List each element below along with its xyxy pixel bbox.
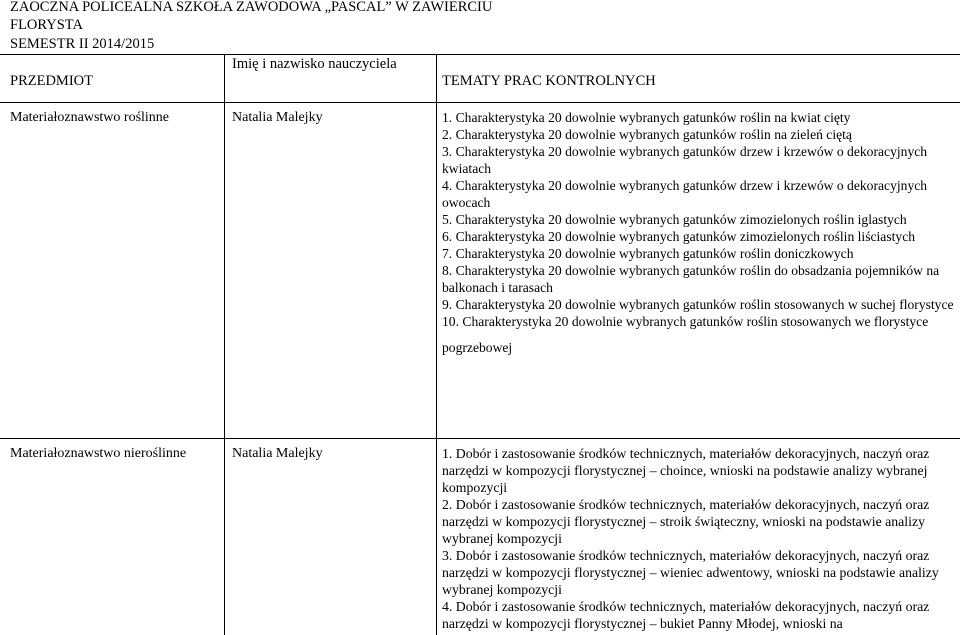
row-2-teacher: Natalia Malejky: [232, 446, 323, 461]
col-header-topics: TEMATY PRAC KONTROLNYCH: [442, 73, 656, 89]
topic-item: 4. Dobór i zastosowanie środków technicznych, materiałów dekoracyjnych, naczyń oraz narzędzi w kompozycji florystycznej – bukiet Panny Młodej, wnioski na: [442, 599, 930, 631]
row-2-subject: Materiałoznawstwo nieroślinne: [10, 446, 187, 461]
topic-item: 3. Dobór i zastosowanie środków technicznych, materiałów dekoracyjnych, naczyń oraz narzędzi w kompozycji florystycznej – wieniec adwentowy, wnioski na podstawie analizy wybranej kompozycji: [442, 548, 939, 597]
semester-label: SEMESTR II 2014/2015: [10, 36, 155, 52]
topic-item: 5. Charakterystyka 20 dowolnie wybranych gatunków zimozielonych roślin iglastych: [442, 212, 907, 227]
col-header-teacher: Imię i nazwisko nauczyciela: [232, 56, 397, 72]
row-1-teacher: Natalia Malejky: [232, 110, 323, 125]
topic-item: 4. Charakterystyka 20 dowolnie wybranych gatunków drzew i krzewów o dekoracyjnych owocach: [442, 178, 928, 210]
table-top-border: [0, 54, 960, 55]
field-name: FLORYSTA: [10, 17, 83, 33]
topic-item: 3. Charakterystyka 20 dowolnie wybranych gatunków drzew i krzewów o dekoracyjnych kwiatach: [442, 144, 928, 176]
col-header-subject: PRZEDMIOT: [10, 73, 93, 89]
topic-item: 9. Charakterystyka 20 dowolnie wybranych gatunków roślin stosowanych w suchej florystyce: [442, 297, 954, 312]
column-divider-1: [224, 54, 225, 635]
row-1-subject: Materiałoznawstwo roślinne: [10, 110, 170, 125]
header-row-divider: [0, 102, 960, 103]
topic-item: 2. Charakterystyka 20 dowolnie wybranych gatunków roślin na zieleń ciętą: [442, 127, 852, 142]
topic-item: 1. Dobór i zastosowanie środków technicznych, materiałów dekoracyjnych, naczyń oraz narzędzi w kompozycji florystycznej – choince, wnioski na podstawie analizy wybranej kompozycji: [442, 446, 930, 495]
row-divider: [0, 438, 960, 439]
school-name: ZAOCZNA POLICEALNA SZKOŁA ZAWODOWA „PASCAL” W ZAWIERCIU: [10, 0, 493, 15]
topic-item: 8. Charakterystyka 20 dowolnie wybranych gatunków roślin do obsadzania pojemników na balkonach i tarasach: [442, 263, 940, 295]
topic-item: 2. Dobór i zastosowanie środków technicznych, materiałów dekoracyjnych, naczyń oraz narzędzi w kompozycji florystycznej – stroik świąteczny, wnioski na podstawie analizy wybranej kompozycji: [442, 497, 930, 546]
row-1-topics: [442, 109, 958, 361]
row-2-topics: [442, 445, 958, 632]
topic-item: 7. Charakterystyka 20 dowolnie wybranych gatunków roślin doniczkowych: [442, 246, 854, 261]
topic-item: 10. Charakterystyka 20 dowolnie wybranych gatunków roślin stosowanych we florystyce pogrzebowej: [442, 314, 929, 355]
column-divider-2: [436, 54, 437, 635]
topic-item: 1. Charakterystyka 20 dowolnie wybranych gatunków roślin na kwiat cięty: [442, 110, 851, 125]
topic-item: 6. Charakterystyka 20 dowolnie wybranych gatunków zimozielonych roślin liściastych: [442, 229, 916, 244]
